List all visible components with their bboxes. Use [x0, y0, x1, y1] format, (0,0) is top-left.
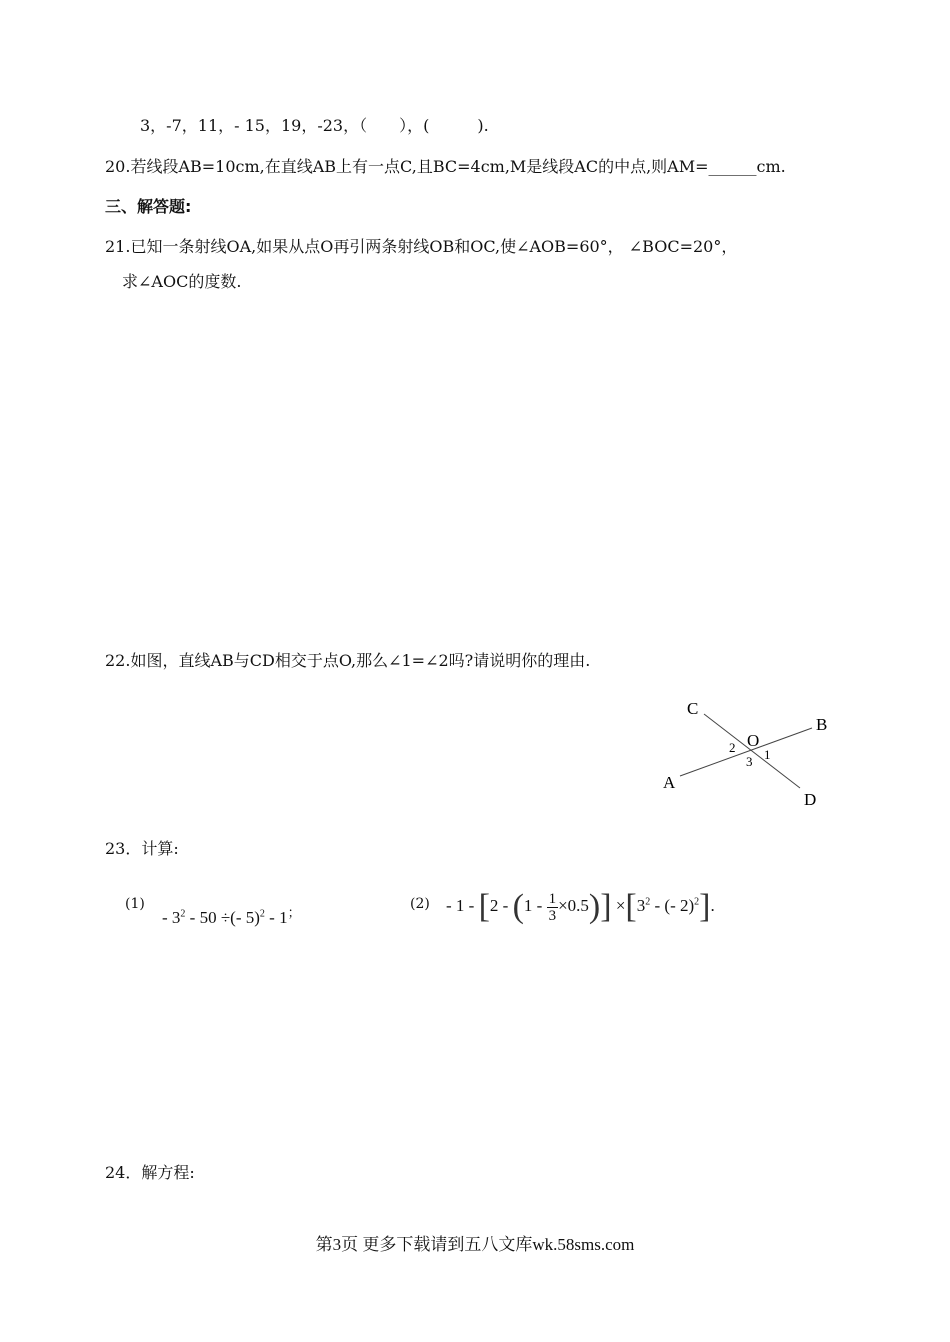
question-21-line2: 求∠AOC的度数. [122, 272, 242, 291]
angle-1: 1 [764, 747, 771, 762]
question-22: 22.如图，直线AB与CD相交于点O,那么∠1=∠2吗?请说明你的理由. [105, 651, 591, 670]
question-20: 20.若线段AB=10cm,在直线AB上有一点C,且BC=4cm,M是线段AC的中点,则AM=______cm. [105, 157, 786, 176]
question-21-line1: 21.已知一条射线OA,如果从点O再引两条射线OB和OC,使∠AOB=60°， ∠BOC=20°， [105, 237, 738, 256]
q23-part1-label: (1) [125, 896, 145, 912]
question-23-title: 23．计算: [105, 839, 179, 858]
q23-part2-expression: - 1 - [2 - (1 - $\frac{1}{3}$ $\times 0.5)] \times[3^2$ - (- 2)$^2$]. [446, 888, 715, 925]
label-a: A [663, 773, 676, 792]
q19-sequence: 3，-7，11，- 15，19，-23，（ ），( ). [140, 116, 489, 135]
label-b: B [816, 715, 828, 734]
label-o: O [747, 731, 760, 750]
q23-part2-label: (2) [410, 896, 430, 912]
question-24-title: 24．解方程: [105, 1163, 195, 1182]
angle-3: 3 [746, 754, 753, 769]
intersecting-lines-figure [640, 690, 840, 820]
label-c: C [687, 699, 699, 718]
angle-2: 2 [729, 740, 736, 755]
line-cd [704, 714, 800, 788]
label-d: D [804, 790, 817, 809]
page-footer: 第3页 更多下载请到五八文库wk.58sms.com [315, 1235, 635, 1254]
fraction-one-third: $\frac{1}{3}$ [548, 890, 557, 924]
q23-part1-expression: - $3^2 - 50$ ÷(- 5)$^2$ - 1； [162, 905, 301, 927]
section-title: 三、解答题: [105, 197, 192, 216]
